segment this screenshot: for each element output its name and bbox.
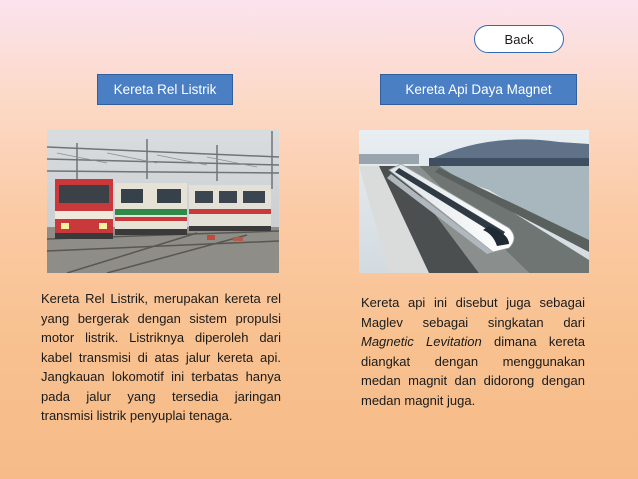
maglev-photo [359, 130, 589, 273]
maglev-title: Kereta Api Daya Magnet [380, 74, 577, 105]
maglev-description-italic: Magnetic Levitation [361, 334, 482, 349]
krl-description: Kereta Rel Listrik, merupakan kereta rel yang bergerak dengan sistem propulsi motor listrik. Listriknya diperoleh dari kabel transmisi di atas jalur kereta api. Jangkauan lokomotif ini terbatas hanya pada jalur yang tersedia jaringan transmisi listrik penyuplai tenaga. [41, 291, 281, 423]
krl-title: Kereta Rel Listrik [97, 74, 233, 105]
maglev-description-part1: Kereta api ini disebut juga sebagai Maglev sebagai singkatan dari [361, 295, 585, 330]
back-button[interactable]: Back [474, 25, 564, 53]
maglev-description [361, 293, 585, 410]
krl-photo [47, 129, 279, 273]
maglev-description-part2: dimana kereta diangkat dengan menggunakan medan magnit dan didorong dengan medan magnit juga. [361, 334, 586, 408]
